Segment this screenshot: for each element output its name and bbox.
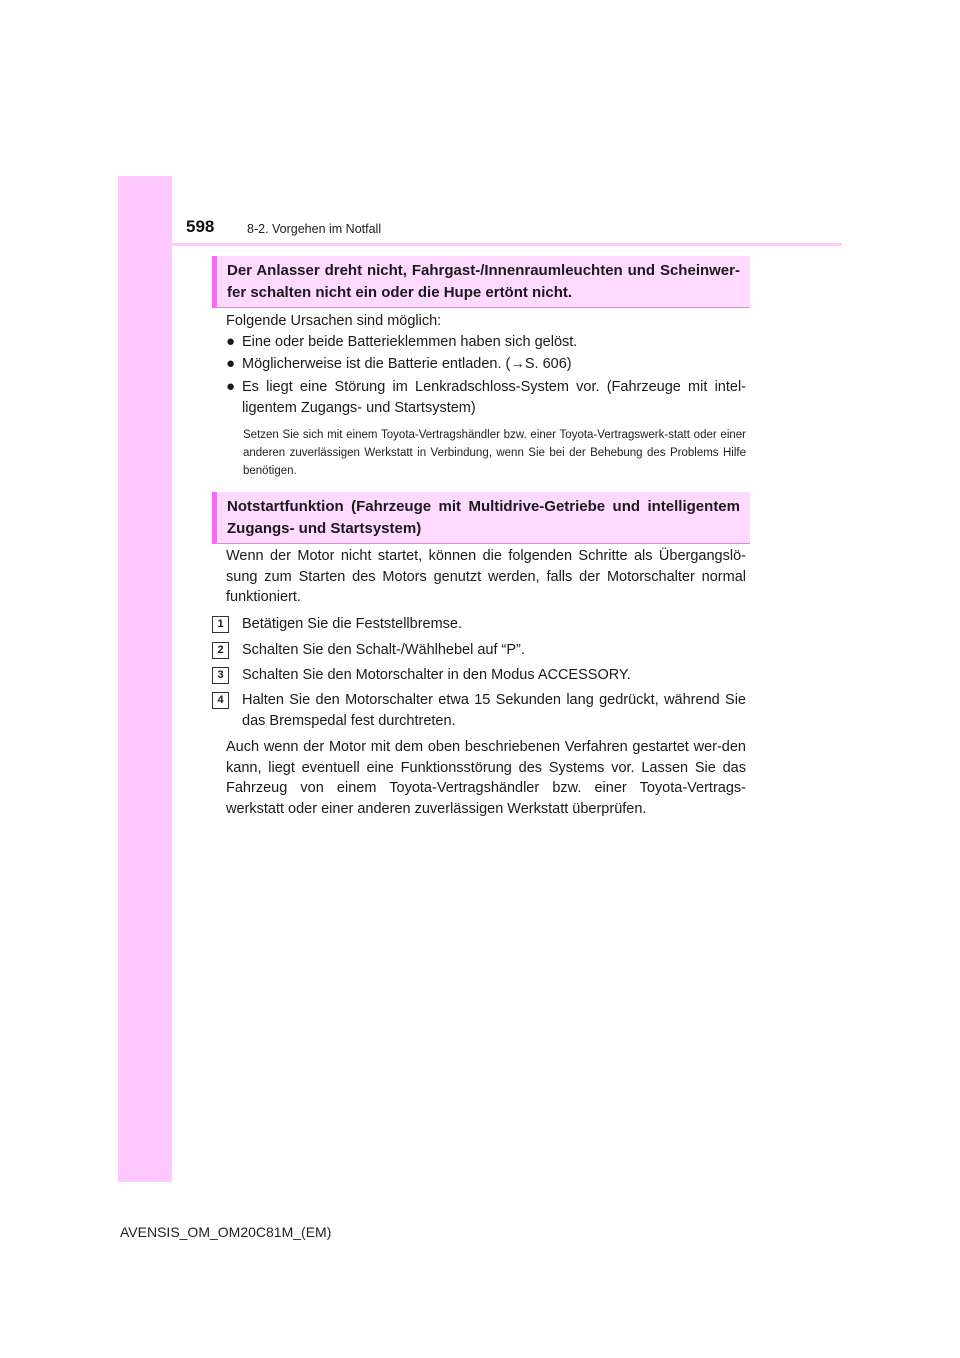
step-number-badge: 3 xyxy=(212,667,229,684)
bullet-icon: ● xyxy=(226,333,236,350)
step-number-badge: 2 xyxy=(212,642,229,659)
page-number: 598 xyxy=(186,217,215,236)
bullet-icon: ● xyxy=(226,355,236,372)
list-item xyxy=(226,354,746,375)
step-text: Schalten Sie den Schalt-/Wählhebel auf “P”. xyxy=(242,642,525,658)
section-label: 8-2. Vorgehen im Notfall xyxy=(247,222,382,236)
step-number-badge: 4 xyxy=(212,692,229,709)
list-item-text: Möglicherweise ist die Batterie entladen. (→S. 606) xyxy=(242,356,572,372)
emergency-intro: Wenn der Motor nicht startet, können die folgenden Schritte als Übergangslö-sung zum Starten des Motors genutzt werden, falls der Motorschalter normal funktioniert. xyxy=(226,548,746,605)
list-item xyxy=(226,332,746,353)
header-rule xyxy=(118,243,842,246)
step-item xyxy=(212,640,746,661)
document-id: AVENSIS_OM_OM20C81M_(EM) xyxy=(120,1224,332,1240)
step-item xyxy=(212,614,746,635)
dealer-note: Setzen Sie sich mit einem Toyota-Vertragshändler bzw. einer Toyota-Vertragswerk-statt oder einer anderen zuverlässigen Werkstatt in Verbindung, wenn Sie bei der Behebung des Problems Hilfe benötigen. xyxy=(243,429,746,477)
section-heading-emergency-start: Notstartfunktion (Fahrzeuge mit Multidrive-Getriebe und intelligentem Zugangs- und Startsystem) xyxy=(212,492,750,544)
step-text: Betätigen Sie die Feststellbremse. xyxy=(242,616,463,632)
step-text: Halten Sie den Motorschalter etwa 15 Sekunden lang gedrückt, während Sie das Bremspedal fest durchtreten. xyxy=(242,692,746,729)
step-text: Schalten Sie den Motorschalter in den Modus ACCESSORY. xyxy=(242,667,631,683)
emergency-outro: Auch wenn der Motor mit dem oben beschriebenen Verfahren gestartet wer-den kann, liegt eventuell eine Funktionsstörung des Systems vor. Lassen Sie das Fahrzeug von einem Toyota-Vertragshändler bzw. einer Toyota-Vertrags-werkstatt oder einer anderen zuverlässigen Werkstatt überprüfen. xyxy=(226,739,746,817)
step-number-badge: 1 xyxy=(212,616,229,633)
list-item-text: Eine oder beide Batterieklemmen haben sich gelöst. xyxy=(242,334,578,350)
causes-intro: Folgende Ursachen sind möglich: xyxy=(226,313,442,329)
list-item-text: Es liegt eine Störung im Lenkradschloss-System vor. (Fahrzeuge mit intel-ligentem Zugangs- und Startsystem) xyxy=(242,379,746,416)
section-heading-starter: Der Anlasser dreht nicht, Fahrgast-/Innenraumleuchten und Scheinwer-fer schalten nicht ein oder die Hupe ertönt nicht. xyxy=(212,256,750,308)
list-item xyxy=(226,377,746,418)
step-item xyxy=(212,690,746,731)
side-margin-bar xyxy=(118,176,172,1182)
step-item xyxy=(212,665,746,686)
bullet-icon: ● xyxy=(226,378,236,395)
